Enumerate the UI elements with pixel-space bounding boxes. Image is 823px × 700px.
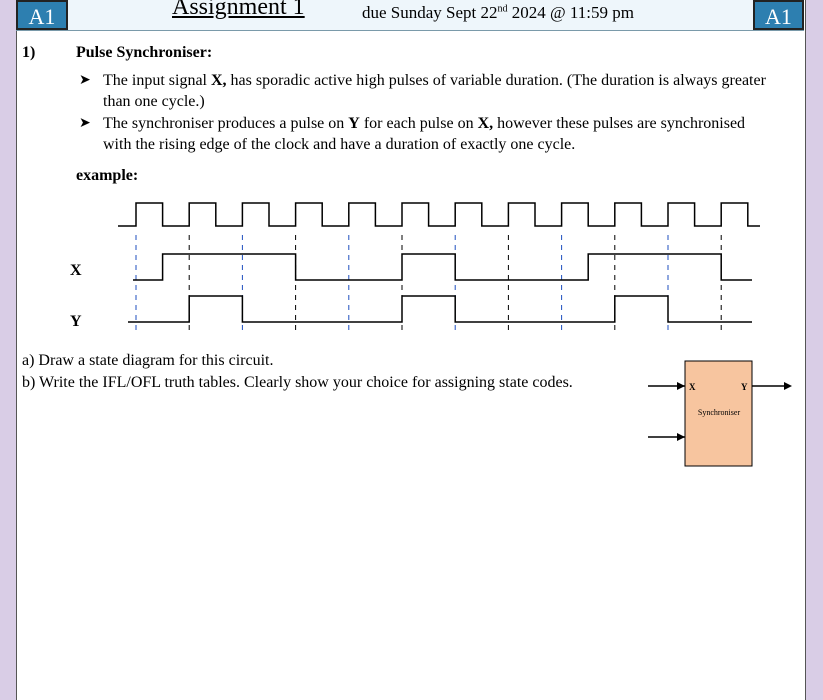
arrow-bullet-icon: ➤ <box>79 116 91 131</box>
signal-y-waveform <box>128 296 752 322</box>
part-a: a) Draw a state diagram for this circuit. <box>22 352 274 369</box>
page-title: Assignment 1 <box>172 0 305 20</box>
bullet-item <box>79 113 769 155</box>
block-output-label: Y <box>741 382 748 392</box>
block-name: Synchroniser <box>697 408 741 417</box>
bullet-text: The input signal X, has sporadic active high pulses of variable duration. (The duration is always greater than one cycle.) <box>103 72 766 110</box>
bullet-list <box>79 70 769 156</box>
badge-right: A1 <box>753 0 804 30</box>
timing-diagram <box>60 195 760 340</box>
input-arrow-icon <box>677 382 685 390</box>
bullet-text: The synchroniser produces a pulse on Y for each pulse on X, however these pulses are synchronised with the rising edge of the clock and have a duration of exactly one cycle. <box>103 115 746 153</box>
due-prefix: due Sunday Sept 22 <box>362 3 498 22</box>
output-arrow-icon <box>784 382 792 390</box>
question-parts <box>22 350 573 394</box>
clock-arrow-icon <box>677 433 685 441</box>
arrow-bullet-icon: ➤ <box>79 73 91 88</box>
signal-x-waveform <box>133 254 752 280</box>
signal-x-label: X <box>70 262 82 279</box>
badge-left: A1 <box>16 0 68 30</box>
due-suffix: 2024 @ 11:59 pm <box>507 3 635 22</box>
part-b: b) Write the IFL/OFL truth tables. Clearly show your choice for assigning state codes. <box>22 374 573 391</box>
clock-waveform <box>118 203 760 226</box>
synchroniser-block-diagram <box>640 355 800 475</box>
signal-y-label: Y <box>70 313 82 330</box>
block-input-label: X <box>689 382 696 392</box>
due-sup: nd <box>497 3 508 15</box>
bullet-item <box>79 70 769 112</box>
question-title: Pulse Synchroniser: <box>76 44 213 61</box>
example-label: example: <box>76 167 139 184</box>
due-date <box>362 3 634 23</box>
question-number: 1) <box>22 44 36 61</box>
